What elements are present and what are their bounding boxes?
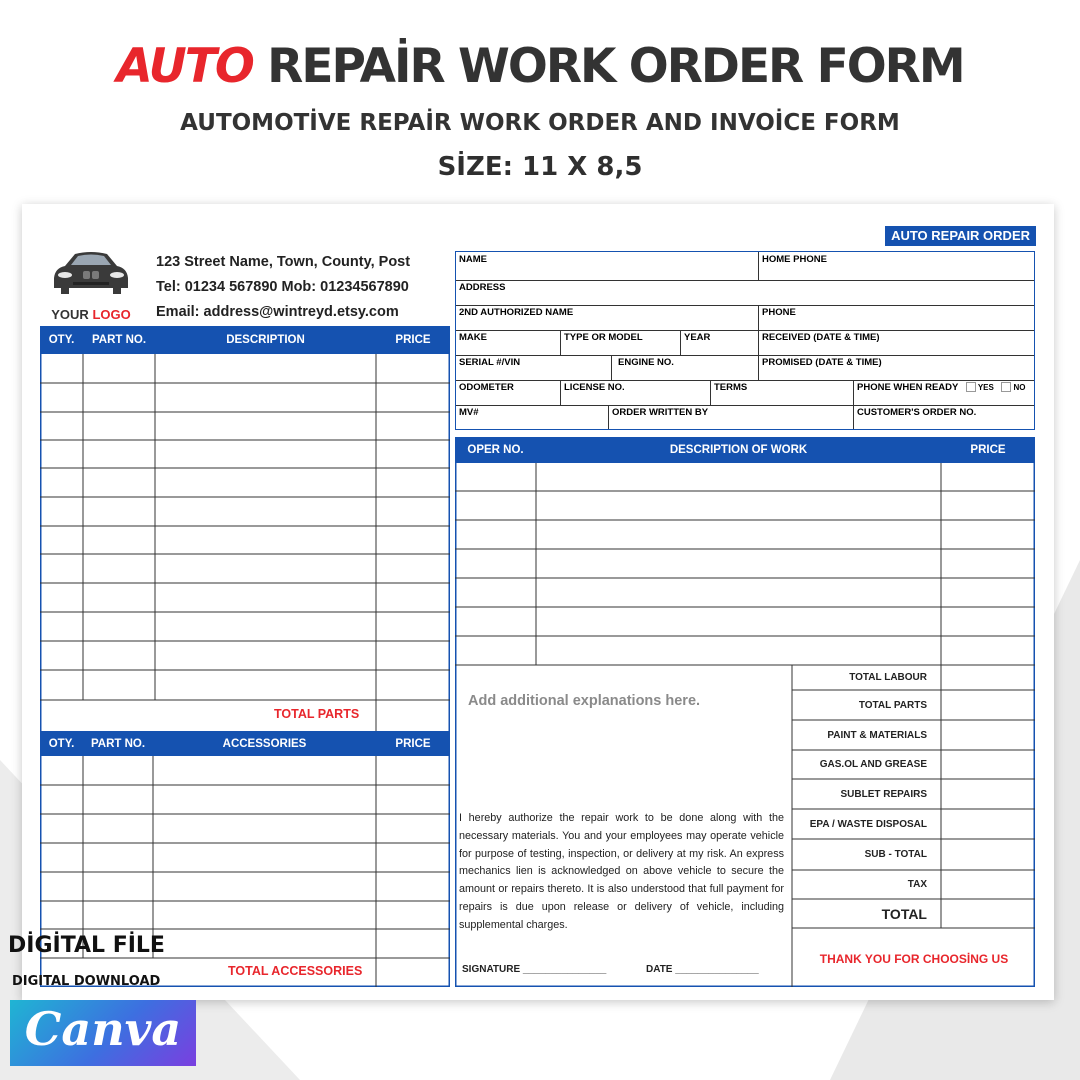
email-line: Email: address@wintreyd.etsy.com (156, 304, 399, 320)
total-labour-label: TOTAL LABOUR (849, 672, 927, 683)
make-field[interactable]: MAKE (459, 332, 487, 343)
customer-info-box (455, 251, 1035, 430)
terms-field[interactable]: TERMS (710, 380, 853, 405)
parts-header-qty: OTY. (40, 326, 83, 354)
thank-you-message: THANK YOU FOR CHOOSİNG US (819, 952, 1009, 966)
yes-label: YES (977, 383, 994, 392)
info-row-address (456, 280, 1034, 306)
signature-line[interactable]: SIGNATURE _______________ (462, 964, 607, 975)
work-header-description: DESCRIPTION OF WORK (536, 437, 941, 463)
grand-total-label: TOTAL (881, 905, 927, 922)
order-badge: AUTO REPAIR ORDER (885, 226, 1036, 246)
info-row-second-name (456, 305, 1034, 331)
subtitle: AUTOMOTİVE REPAİR WORK ORDER AND INVOİCE FORM (180, 110, 900, 136)
order-written-by-field[interactable]: ORDER WRITTEN BY (608, 405, 853, 429)
size-label: SİZE: 11 X 8,5 (437, 152, 643, 182)
no-label: NO (1013, 383, 1026, 392)
total-parts-summary-label: TOTAL PARTS (858, 699, 927, 711)
no-checkbox[interactable] (1001, 382, 1011, 392)
type-model-field[interactable]: TYPE OR MODEL (560, 330, 680, 355)
total-accessories-label: TOTAL ACCESSORIES (228, 964, 363, 978)
sub-total-label: SUB - TOTAL (864, 849, 927, 860)
info-row-mv (456, 405, 1034, 429)
additional-explanations[interactable]: Add additional explanations here. (468, 693, 701, 709)
date-line[interactable]: DATE _______________ (646, 964, 759, 975)
contact-info (156, 250, 410, 325)
second-authorized-name-field[interactable]: 2ND AUTHORIZED NAME (459, 307, 574, 318)
address-line: 123 Street Name, Town, County, Post (156, 254, 411, 270)
title-highlight: AUTO (116, 39, 253, 94)
canva-badge (10, 1000, 196, 1066)
info-row-name (456, 252, 1034, 281)
epa-waste-label: EPA / WASTE DISPOSAL (809, 818, 927, 830)
phone-when-ready-field (853, 380, 1034, 405)
work-header-oper-no: OPER NO. (455, 437, 536, 463)
accessories-header-qty: OTY. (40, 731, 83, 756)
info-row-odometer (456, 380, 1034, 406)
phone-field[interactable]: PHONE (758, 305, 1034, 330)
logo-text-prefix: YOUR (51, 307, 89, 322)
sublet-repairs-label: SUBLET REPAIRS (840, 788, 927, 800)
work-header-price: PRICE (941, 437, 1035, 463)
customer-order-no-field[interactable]: CUSTOMER'S ORDER NO. (853, 405, 1034, 429)
canva-logo-text: Canva (24, 1002, 182, 1056)
parts-table-grid (40, 326, 450, 733)
company-logo (50, 248, 132, 322)
accessories-header-accessories: ACCESSORIES (153, 731, 376, 756)
phone-when-ready-label: PHONE WHEN READY (857, 382, 959, 393)
authorization-text: I hereby authorize the repair work to be done along with the necessary materials. You and your employees may operate vehicle for purpose of testing, inspection, or delivery at my risk. An express mechanics lien is acknowledged on above vehicle to secure the amount or repairs thereto. It is also understood that full payment for repairs is due upon release or delivery of vehicle, including supplemental charges. (459, 812, 784, 931)
logo-text (50, 307, 132, 322)
info-row-vehicle (456, 330, 1034, 356)
year-field[interactable]: YEAR (680, 330, 758, 355)
car-icon (51, 248, 131, 300)
digital-download-label: DIGITAL DOWNLOAD (12, 974, 161, 989)
total-parts-label: TOTAL PARTS (274, 707, 360, 721)
digital-file-label: DİGİTAL FİLE (8, 933, 165, 958)
name-field[interactable]: NAME (459, 254, 487, 265)
engine-no-field[interactable]: ENGINE NO. (611, 355, 758, 380)
yes-checkbox[interactable] (966, 382, 976, 392)
tax-label: TAX (907, 879, 927, 890)
received-field[interactable]: RECEIVED (DATE & TIME) (758, 330, 1034, 355)
parts-header-part-no: PART NO. (83, 326, 155, 354)
main-title (0, 38, 1080, 96)
parts-header-description: DESCRIPTION (155, 326, 376, 354)
phone-line: Tel: 01234 567890 Mob: 01234567890 (156, 279, 409, 295)
home-phone-field[interactable]: HOME PHONE (758, 252, 1034, 280)
promised-field[interactable]: PROMISED (DATE & TIME) (758, 355, 1034, 380)
title-rest: REPAİR WORK ORDER FORM (267, 39, 964, 94)
paint-materials-label: PAINT & MATERIALS (827, 729, 927, 741)
gasol-grease-label: GAS.OL AND GREASE (819, 759, 927, 770)
mv-field[interactable]: MV# (459, 407, 479, 418)
odometer-field[interactable]: ODOMETER (459, 382, 514, 393)
parts-header-price: PRICE (376, 326, 450, 354)
accessories-header-part-no: PART NO. (83, 731, 153, 756)
form-sheet (22, 204, 1054, 1000)
license-no-field[interactable]: LICENSE NO. (560, 380, 710, 405)
accessories-header-price: PRICE (376, 731, 450, 756)
info-row-serial (456, 355, 1034, 381)
logo-text-suffix: LOGO (92, 307, 131, 322)
serial-vin-field[interactable]: SERIAL #/VIN (459, 357, 521, 368)
address-field[interactable]: ADDRESS (459, 282, 506, 293)
